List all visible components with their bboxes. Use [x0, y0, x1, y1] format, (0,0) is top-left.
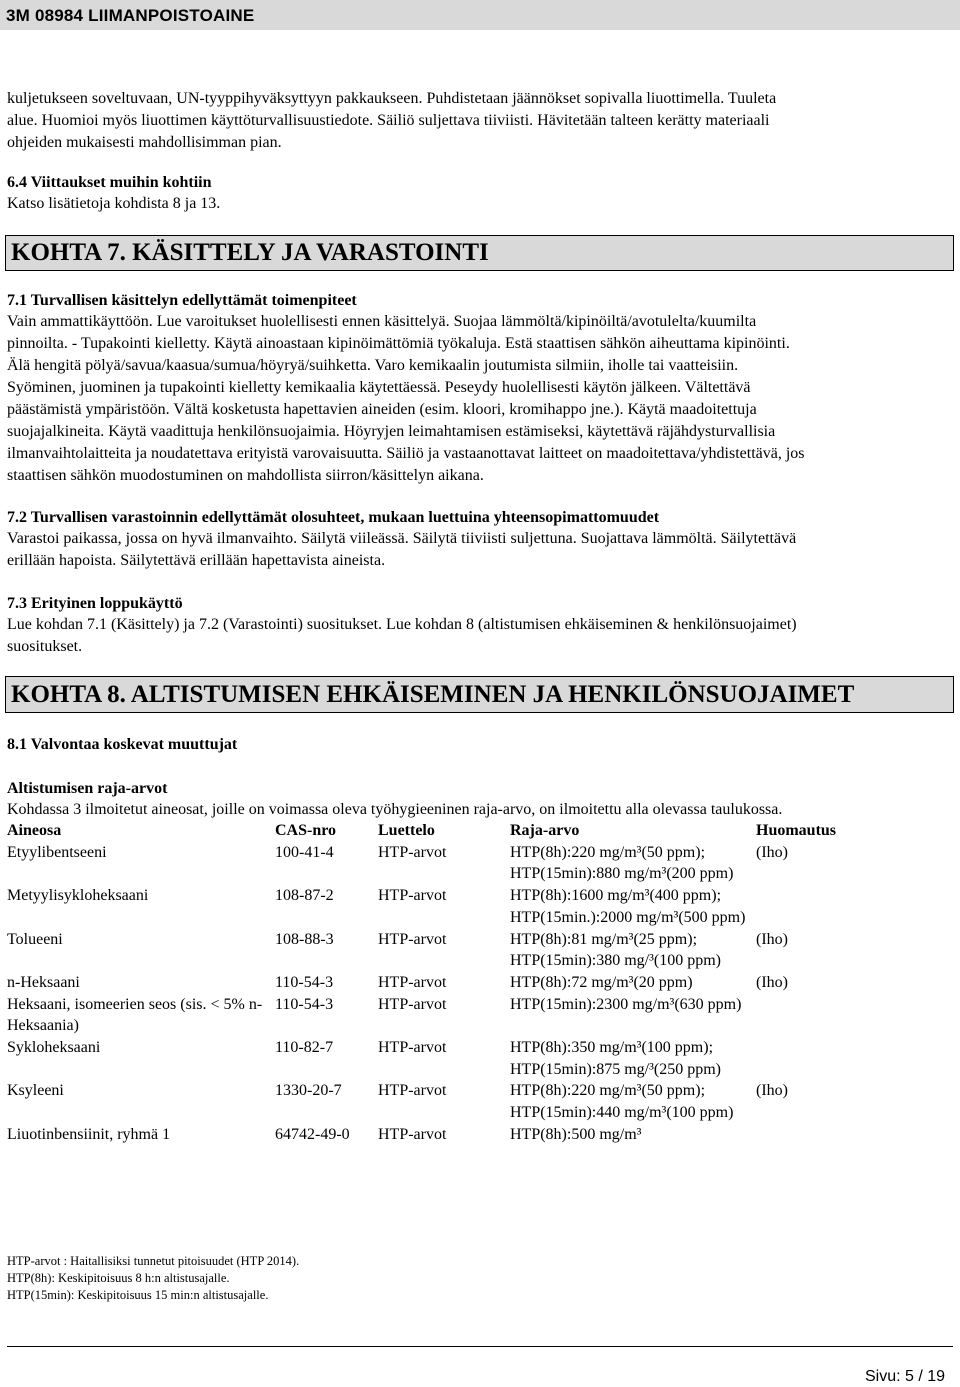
subsection-7-1-heading: 7.1 Turvallisen käsittelyn edellyttämät toimenpiteet — [7, 292, 357, 309]
header-aineosa: Aineosa — [7, 822, 62, 839]
s71-line-4: Syöminen, juominen ja tupakointi kielletty kemikaalia käytettäessä. Peseydy huolellisesti käytön jälkeen. Vältettävä — [7, 379, 751, 396]
footnote-15min: HTP(15min): Keskipitoisuus 15 min:n altistusajalle. — [7, 1288, 269, 1302]
cell-cas: 110-54-3 — [275, 973, 334, 991]
cell-note — [756, 885, 856, 928]
cell-list: HTP-arvot — [378, 1039, 447, 1057]
s71-line-1: Vain ammattikäyttöön. Lue varoitukset huolellisesti ennen käsittelyä. Suojaa lämmöltä/kipinöiltä/avotulelta/kuumilta — [7, 313, 757, 330]
subsection-6-4-text: Katso lisätietoja kohdista 8 ja 13. — [7, 195, 221, 212]
cell-list: HTP-arvot — [378, 973, 447, 991]
table-row — [7, 842, 856, 885]
intro-line-3: ohjeiden mukaisesti mahdollisimman pian. — [7, 134, 282, 151]
cell-cas: 64742-49-0 — [275, 1125, 350, 1143]
cell-list: HTP-arvot — [378, 1125, 447, 1143]
section-7-title: KOHTA 7. KÄSITTELY JA VARASTOINTI — [5, 235, 954, 271]
table-header-row — [7, 820, 856, 842]
table-row — [7, 972, 856, 994]
cell-value: HTP(8h):500 mg/m³ — [510, 1125, 642, 1143]
s71-line-8: staattisen sähkön muodostuminen on mahdollista siirron/käsittelyn aikana. — [7, 467, 484, 484]
footnote-htp: HTP-arvot : Haitallisiksi tunnetut pitoisuudet (HTP 2014). — [7, 1254, 300, 1268]
cell-cas: 100-41-4 — [275, 843, 334, 861]
header-luettelo: Luettelo — [378, 822, 435, 839]
cell-list: HTP-arvot — [378, 1082, 447, 1100]
table-row — [7, 1080, 856, 1123]
intro-line-2: alue. Huomioi myös liuottimen käyttöturvallisuustiedote. Säiliö suljettava tiiviisti. Hävitetään talteen kerätty materiaali — [7, 112, 770, 129]
footnote-8h: HTP(8h): Keskipitoisuus 8 h:n altistusajalle. — [7, 1271, 230, 1285]
cell-list: HTP-arvot — [378, 887, 447, 905]
cell-value: HTP(8h):81 mg/m³(25 ppm); HTP(15min):380 mg/³(100 ppm) — [510, 930, 722, 970]
exposure-limits-heading: Altistumisen raja-arvot — [7, 780, 168, 797]
intro-line-1: kuljetukseen soveltuvaan, UN-tyyppihyväksyttyyn pakkaukseen. Puhdistetaan jäännökset sopivalla liuottimella. Tuuleta — [7, 90, 777, 107]
cell-name: Tolueeni — [7, 930, 63, 948]
cell-value: HTP(8h):220 mg/m³(50 ppm); HTP(15min):880 mg/m³(200 ppm) — [510, 843, 734, 883]
cell-value: HTP(15min):2300 mg/m³(630 ppm) — [510, 995, 742, 1013]
page-number: Sivu: 5 / 19 — [865, 1368, 946, 1385]
s71-line-5: päästämistä ympäristöön. Vältä kosketusta hapettavien aineiden (esim. kloori, kromihappo jne.). Käytä maadoitettuja — [7, 401, 757, 418]
header-huomautus: Huomautus — [756, 822, 837, 839]
section-8-title: KOHTA 8. ALTISTUMISEN EHKÄISEMINEN JA HENKILÖNSUOJAIMET — [5, 676, 954, 713]
document-header — [0, 0, 960, 30]
subsection-7-2-heading: 7.2 Turvallisen varastoinnin edellyttämät olosuhteet, mukaan luettuina yhteensopimattomuudet — [7, 509, 660, 526]
cell-note: (Iho) — [756, 843, 788, 861]
header-cas: CAS-nro — [275, 822, 337, 839]
cell-list: HTP-arvot — [378, 930, 447, 948]
cell-value: HTP(8h):220 mg/m³(50 ppm); HTP(15min):440 mg/m³(100 ppm) — [510, 1082, 734, 1122]
table-footnotes — [7, 1253, 299, 1304]
table-row — [7, 885, 856, 928]
table-row — [7, 1037, 856, 1080]
cell-name: Ksyleeni — [7, 1082, 64, 1100]
cell-cas: 110-82-7 — [275, 1039, 334, 1057]
cell-cas: 1330-20-7 — [275, 1082, 342, 1100]
cell-name: Etyylibentseeni — [7, 843, 107, 861]
cell-value: HTP(8h):350 mg/m³(100 ppm); HTP(15min):875 mg/³(250 ppm) — [510, 1039, 722, 1078]
exposure-limits-table — [7, 820, 856, 1146]
table-row — [7, 994, 856, 1037]
subsection-8-1-heading: 8.1 Valvontaa koskevat muuttujat — [7, 736, 238, 753]
subsection-6-4-heading: 6.4 Viittaukset muihin kohtiin — [7, 174, 212, 191]
cell-name: Heksaani, isomeerien seos (sis. < 5% n-Heksaania) — [7, 995, 263, 1035]
s72-line-2: erillään hapoista. Säilytettävä erillään hapettavista aineista. — [7, 552, 386, 569]
cell-note — [756, 1037, 856, 1080]
s72-line-1: Varastoi paikassa, jossa on hyvä ilmanvaihto. Säilytä viileässä. Säilytä tiiviisti suljettuna. Suojattava lämmöltä. Säilytettävä — [7, 530, 797, 547]
cell-note — [756, 994, 856, 1037]
cell-name: Metyylisykloheksaani — [7, 887, 149, 905]
s71-line-6: suojajalkineita. Käytä vaadittuja henkilönsuojaimia. Höyryjen leimahtamisen estämiseksi, käytettävä räjähdysturvallisia — [7, 423, 776, 440]
cell-list: HTP-arvot — [378, 995, 447, 1013]
s73-line-1: Lue kohdan 7.1 (Käsittely) ja 7.2 (Varastointi) suositukset. Lue kohdan 8 (altistumisen ehkäiseminen & henkilönsuojaimet) — [7, 616, 797, 633]
exposure-limits-text: Kohdassa 3 ilmoitetut aineosat, joille on voimassa oleva työhygieeninen raja-arvo, on ilmoitettu alla olevassa taulukossa. — [7, 801, 783, 818]
s71-line-7: ilmanvaihtolaitteita ja noudatettava erityistä varovaisuutta. Säiliö ja vastaanottavat laitteet on maadoitettava/yhdistettävä, jos — [7, 445, 805, 462]
s71-line-2: pinnoilta. - Tupakointi kielletty. Käytä ainoastaan kipinöimättömiä työkaluja. Estä staattisen sähkön aiheuttama kipinöinti. — [7, 335, 790, 352]
footer-divider — [7, 1346, 953, 1347]
cell-name: Liuotinbensiinit, ryhmä 1 — [7, 1125, 171, 1143]
cell-note: (Iho) — [756, 973, 788, 991]
cell-list: HTP-arvot — [378, 843, 447, 861]
table-row — [7, 1124, 856, 1146]
cell-note: (Iho) — [756, 930, 788, 948]
s71-line-3: Älä hengitä pölyä/savua/kaasua/sumua/höyryä/suihketta. Varo kemikaalin joutumista silmiin, iholle tai vaatteisiin. — [7, 357, 739, 374]
cell-note — [756, 1124, 856, 1146]
cell-note: (Iho) — [756, 1082, 788, 1100]
cell-name: Sykloheksaani — [7, 1039, 101, 1057]
cell-cas: 108-88-3 — [275, 930, 334, 948]
table-row — [7, 929, 856, 972]
cell-value: HTP(8h):1600 mg/m³(400 ppm); HTP(15min.):2000 mg/m³(500 ppm) — [510, 887, 746, 926]
cell-value: HTP(8h):72 mg/m³(20 ppm) — [510, 973, 693, 991]
cell-cas: 110-54-3 — [275, 995, 334, 1013]
header-raja-arvo: Raja-arvo — [510, 822, 580, 839]
s73-line-2: suositukset. — [7, 638, 83, 655]
cell-name: n-Heksaani — [7, 973, 80, 991]
cell-cas: 108-87-2 — [275, 887, 334, 905]
product-title: 3M 08984 LIIMANPOISTOAINE — [6, 6, 255, 25]
subsection-7-3-heading: 7.3 Erityinen loppukäyttö — [7, 595, 183, 612]
